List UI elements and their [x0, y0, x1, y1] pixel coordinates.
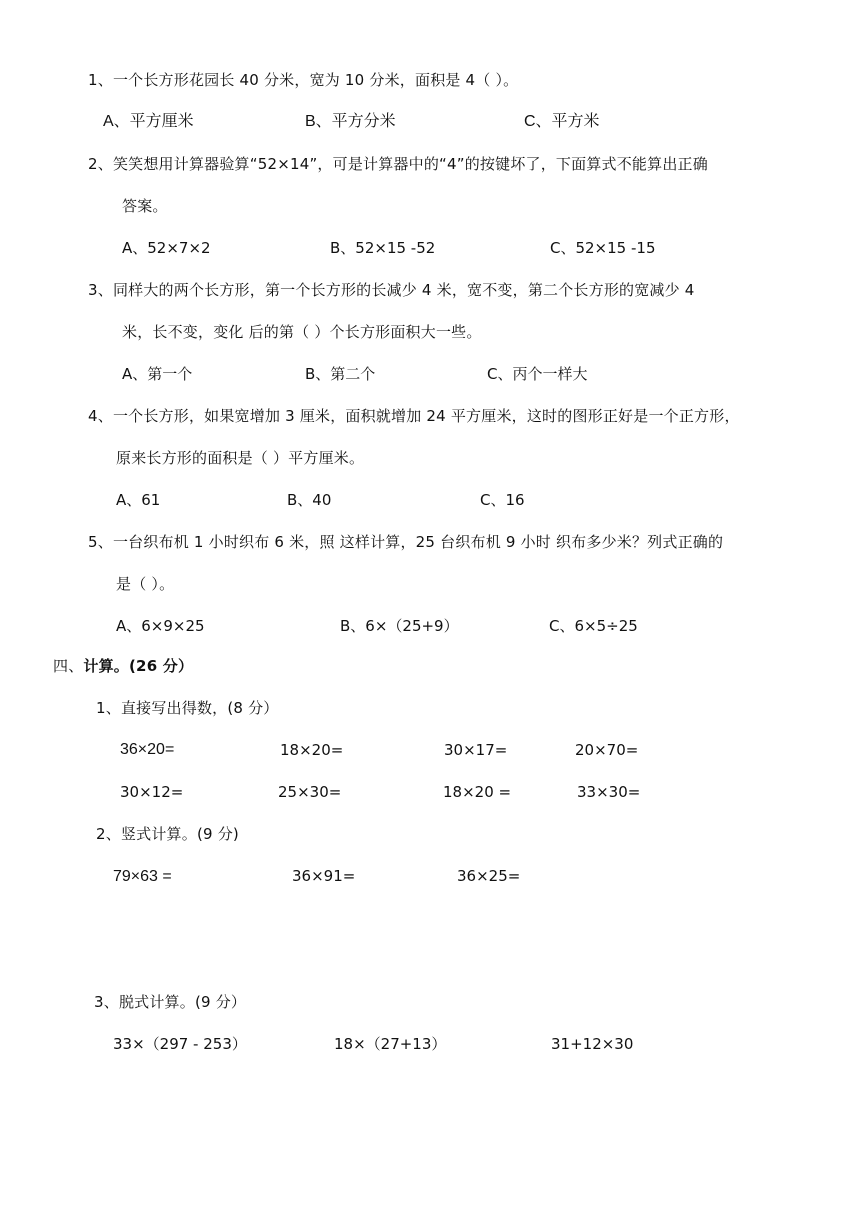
question-1-option-b: B、平方分米: [305, 113, 396, 130]
question-2-option-a: A、52×7×2: [122, 239, 211, 257]
part-2-item: 36×25=: [457, 867, 521, 885]
part-2-item-text: 79×63 =: [113, 868, 172, 885]
question-2-option-c: C、52×15 -15: [550, 239, 656, 257]
question-3-text-line-2: 米，长不变，变化 后的第（ ）个长方形面积大一些。: [122, 323, 482, 341]
part-1-item: 36×20=: [120, 741, 175, 758]
question-2-option-b: B、52×15 -52: [330, 239, 436, 257]
question-4-option-b: B、40: [287, 491, 332, 509]
question-5-option-a: A、6×9×25: [116, 617, 205, 635]
part-1-item: 30×17=: [444, 741, 508, 759]
question-5-text-line-1: 5、一台织布机 1 小时织布 6 米，照 这样计算，25 台织布机 9 小时 织布多少米？列式正确的: [88, 533, 724, 551]
question-5-option-b: B、6×（25+9）: [340, 617, 459, 635]
question-4-option-c: C、16: [480, 491, 525, 509]
question-1-option-c: C、平方米: [524, 113, 600, 130]
question-3-option-c: C、丙个一样大: [487, 365, 588, 383]
question-3-option-b: B、第二个: [305, 365, 376, 383]
question-4-option-a: A、61: [116, 491, 161, 509]
question-3-option-a: A、第一个: [122, 365, 193, 383]
part-3-item: 18×（27+13）: [334, 1035, 447, 1053]
section-4-number: 四、: [53, 657, 84, 675]
question-5-text-line-2: 是（ ）。: [116, 575, 175, 593]
question-4-text-line-1: 4、一个长方形，如果宽增加 3 厘米，面积就增加 24 平方厘米，这时的图形正好是一个正方形，: [88, 407, 740, 425]
part-1-item: 18×20=: [280, 741, 344, 759]
part-1-item: 18×20 =: [443, 783, 512, 801]
question-2-text-line-2: 答案。: [122, 197, 168, 215]
part-1-item: 30×12=: [120, 783, 184, 801]
section-4-title: 计算。(26 分）: [83, 657, 194, 675]
section-4-heading: [53, 656, 193, 676]
part-2-title: 2、竖式计算。(9 分): [96, 825, 239, 843]
part-1-item: 20×70=: [575, 741, 639, 759]
part-3-item: 31+12×30: [551, 1035, 634, 1053]
part-3-item: 33×（297 - 253）: [113, 1035, 247, 1053]
question-4-text-line-2: 原来长方形的面积是（ ）平方厘米。: [116, 449, 365, 467]
question-3-text-line-1: 3、同样大的两个长方形，第一个长方形的长减少 4 米，宽不变，第二个长方形的宽减少 4: [88, 281, 695, 299]
part-2-item: [113, 866, 172, 887]
part-1-item: 33×30=: [577, 783, 641, 801]
part-2-item: 36×91=: [292, 867, 356, 885]
part-1-item: 25×30=: [278, 783, 342, 801]
part-1-title: 1、直接写出得数，(8 分）: [96, 699, 279, 717]
question-5-option-c: C、6×5÷25: [549, 617, 638, 635]
question-2-text-line-1: 2、笑笑想用计算器验算“52×14”，可是计算器中的“4”的按键坏了，下面算式不能算出正确: [88, 155, 708, 173]
question-1-option-a: A、平方厘米: [103, 113, 194, 130]
question-1-text: 1、一个长方形花园长 40 分米，宽为 10 分米，面积是 4（ ）。: [88, 71, 519, 89]
part-3-title: 3、脱式计算。(9 分）: [94, 993, 247, 1011]
